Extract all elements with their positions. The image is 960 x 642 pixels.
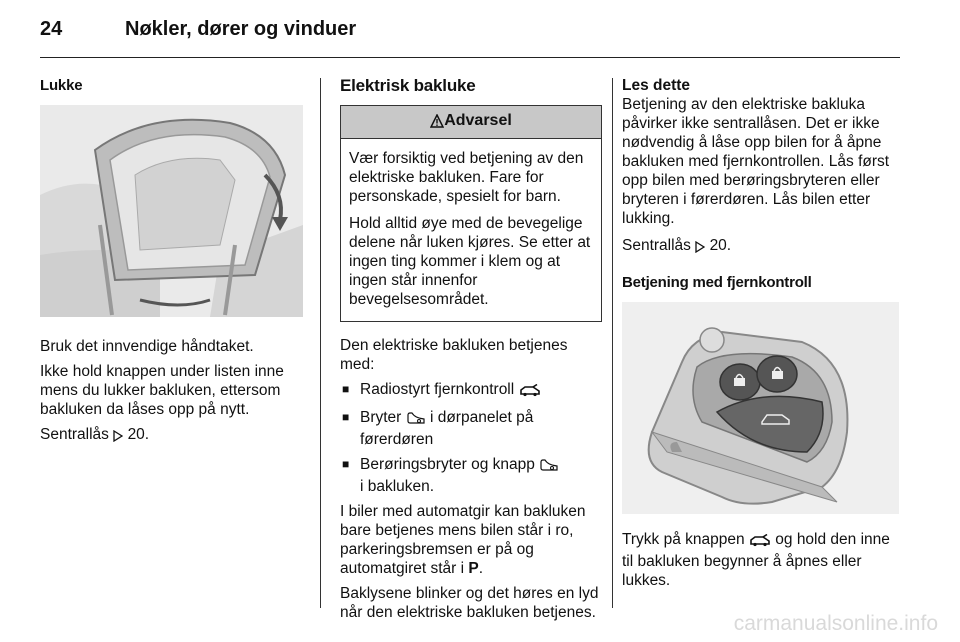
reference-arrow-icon xyxy=(695,241,705,263)
section-heading-remote: Betjening med fjernkontroll xyxy=(622,274,812,291)
reference-arrow-icon xyxy=(113,430,123,452)
remote-instruction-text: Trykk på knappen og hold den inne til bakluken begynner å åpnes eller lukkes. xyxy=(622,531,890,589)
automatic-gear-text: I biler med automatgir kan bakluken bare betjenes mens bilen står i ro, parkeringsbremsen er på og automatgiret står i P. xyxy=(340,503,586,577)
column-divider xyxy=(320,78,321,608)
tailgate-car-icon xyxy=(519,383,541,402)
page-title: Nøkler, dører og vinduer xyxy=(125,18,357,40)
note-box xyxy=(622,76,902,228)
page-header xyxy=(40,14,900,58)
tailgate-car-icon xyxy=(749,533,771,552)
tailgate-switch-icon xyxy=(539,458,559,477)
instruction-text: Ikke hold knappen under listen inne mens du lukker bakluken, ettersom bakluken da låses opp på nytt. xyxy=(40,363,284,418)
instruction-text: Bruk det innvendige håndtaket. xyxy=(40,338,254,355)
warning-header: Advarsel xyxy=(341,106,601,139)
list-item: ■ Bryter i dørpanelet på førerdøren xyxy=(340,408,602,449)
cross-reference: Sentrallås 20. xyxy=(622,236,902,263)
reference-page-link[interactable]: 20. xyxy=(709,237,732,254)
list-item: ■ Radiostyrt fjernkontroll xyxy=(340,380,602,402)
operation-methods-list xyxy=(340,380,602,496)
section-heading-lukke: Lukke xyxy=(40,77,83,94)
warning-body xyxy=(341,139,601,321)
warning-text: Vær forsiktig ved betjening av den elektriske bakluken. Fare for personskade, spesielt for barn. xyxy=(349,150,584,205)
tailgate-switch-icon xyxy=(406,411,426,430)
column-closing xyxy=(40,76,305,458)
lights-text: Baklysene blinker og det høres en lyd når den elektriske bakluken betjenes. xyxy=(340,585,599,621)
tailgate-illustration xyxy=(40,105,303,317)
note-body: Betjening av den elektriske bakluka påvirker ikke sentrallåsen. Det er ikke nødvendig å låse opp bilen for å åpne bakluken med fjernkontrollen. Lås først opp bilen med berøringsbryteren eller bryteren i førerdøren. Lås bilen etter lukking. xyxy=(622,96,890,227)
list-item: ■ Berøringsbryter og knapp i bakluken. xyxy=(340,455,602,496)
note-title: Les dette xyxy=(622,77,691,94)
intro-text: Den elektriske bakluken betjenes med: xyxy=(340,337,568,373)
watermark: carmanualsonline.info xyxy=(733,612,938,635)
reference-page-link[interactable]: 20. xyxy=(127,426,150,443)
section-heading-electric-tailgate: Elektrisk bakluke xyxy=(340,76,476,95)
warning-box xyxy=(340,105,602,322)
cross-reference: Sentrallås 20. xyxy=(40,425,305,452)
column-note-remote xyxy=(622,76,902,596)
column-divider xyxy=(612,78,613,608)
column-electric-tailgate xyxy=(340,76,602,628)
warning-triangle-icon xyxy=(430,114,444,133)
remote-key-illustration xyxy=(622,302,899,514)
page-number: 24 xyxy=(40,18,63,40)
warning-text: Hold alltid øye med de bevegelige delene når luken kjøres. Se etter at ingen ting kommer i klem og at ingen står innenfor bevegelsesområdet. xyxy=(349,215,591,308)
